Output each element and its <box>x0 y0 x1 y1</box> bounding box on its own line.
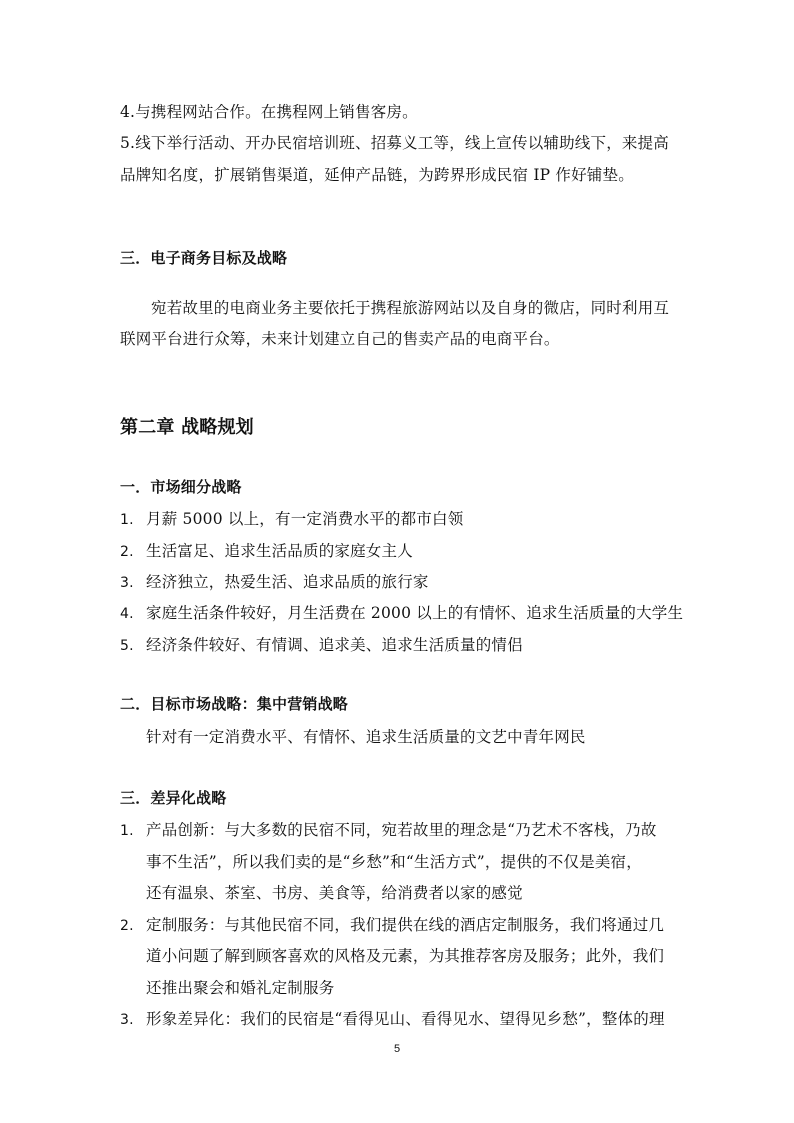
list-item: 3. 经济独立，热爱生活、追求品质的旅行家 <box>120 573 429 591</box>
list-item: 1. 月薪 5000 以上，有一定消费水平的都市白领 <box>120 510 464 528</box>
list-item-5-line1: 5.线下举行活动、开办民宿培训班、招募义工等，线上宣传以辅助线下，来提高 <box>120 134 669 152</box>
list-item-continuation: 还有温泉、茶室、书房、美食等，给消费者以家的感觉 <box>146 884 523 902</box>
list-item: 2. 生活富足、追求生活品质的家庭女主人 <box>120 542 413 560</box>
list-item-continuation: 事不生活”，所以我们卖的是“乡愁”和“生活方式”，提供的不仅是美宿， <box>146 853 642 871</box>
list-item: 4. 家庭生活条件较好，月生活费在 2000 以上的有情怀、追求生活质量的大学生 <box>120 604 684 622</box>
paragraph-ecommerce-line2: 联网平台进行众筹，未来计划建立自己的售卖产品的电商平台。 <box>120 330 560 348</box>
list-item: 5. 经济条件较好、有情调、追求美、追求生活质量的情侣 <box>120 636 523 654</box>
chapter-title: 第二章 战略规划 <box>120 417 254 438</box>
section-heading-target-market: 二．目标市场战略：集中营销战略 <box>120 695 349 713</box>
list-item: 3. 形象差异化：我们的民宿是“看得见山、看得见水、望得见乡愁”，整体的理 <box>120 1010 665 1028</box>
list-item: 1. 产品创新：与大多数的民宿不同，宛若故里的理念是“乃艺术不客栈，乃故 <box>120 821 657 839</box>
target-market-text: 针对有一定消费水平、有情怀、追求生活质量的文艺中青年网民 <box>146 728 586 746</box>
section-heading-ecommerce: 三．电子商务目标及战略 <box>120 249 288 267</box>
list-item: 2. 定制服务：与其他民宿不同，我们提供在线的酒店定制服务，我们将通过几 <box>120 916 665 934</box>
paragraph-ecommerce-line1: 宛若故里的电商业务主要依托于携程旅游网站以及自身的微店，同时利用互 <box>151 299 670 317</box>
section-heading-market-segmentation: 一．市场细分战略 <box>120 478 242 496</box>
section-heading-differentiation: 三．差异化战略 <box>120 789 227 807</box>
list-item-continuation: 道小问题了解到顾客喜欢的风格及元素，为其推荐客房及服务；此外，我们 <box>146 947 665 965</box>
page-number: 5 <box>393 1043 401 1055</box>
list-item-5-line2: 品牌知名度，扩展销售渠道，延伸产品链，为跨界形成民宿 IP 作好铺垫。 <box>120 166 634 184</box>
list-item-4: 4.与携程网站合作。在携程网上销售客房。 <box>120 103 418 121</box>
list-item-continuation: 还推出聚会和婚礼定制服务 <box>146 979 335 997</box>
